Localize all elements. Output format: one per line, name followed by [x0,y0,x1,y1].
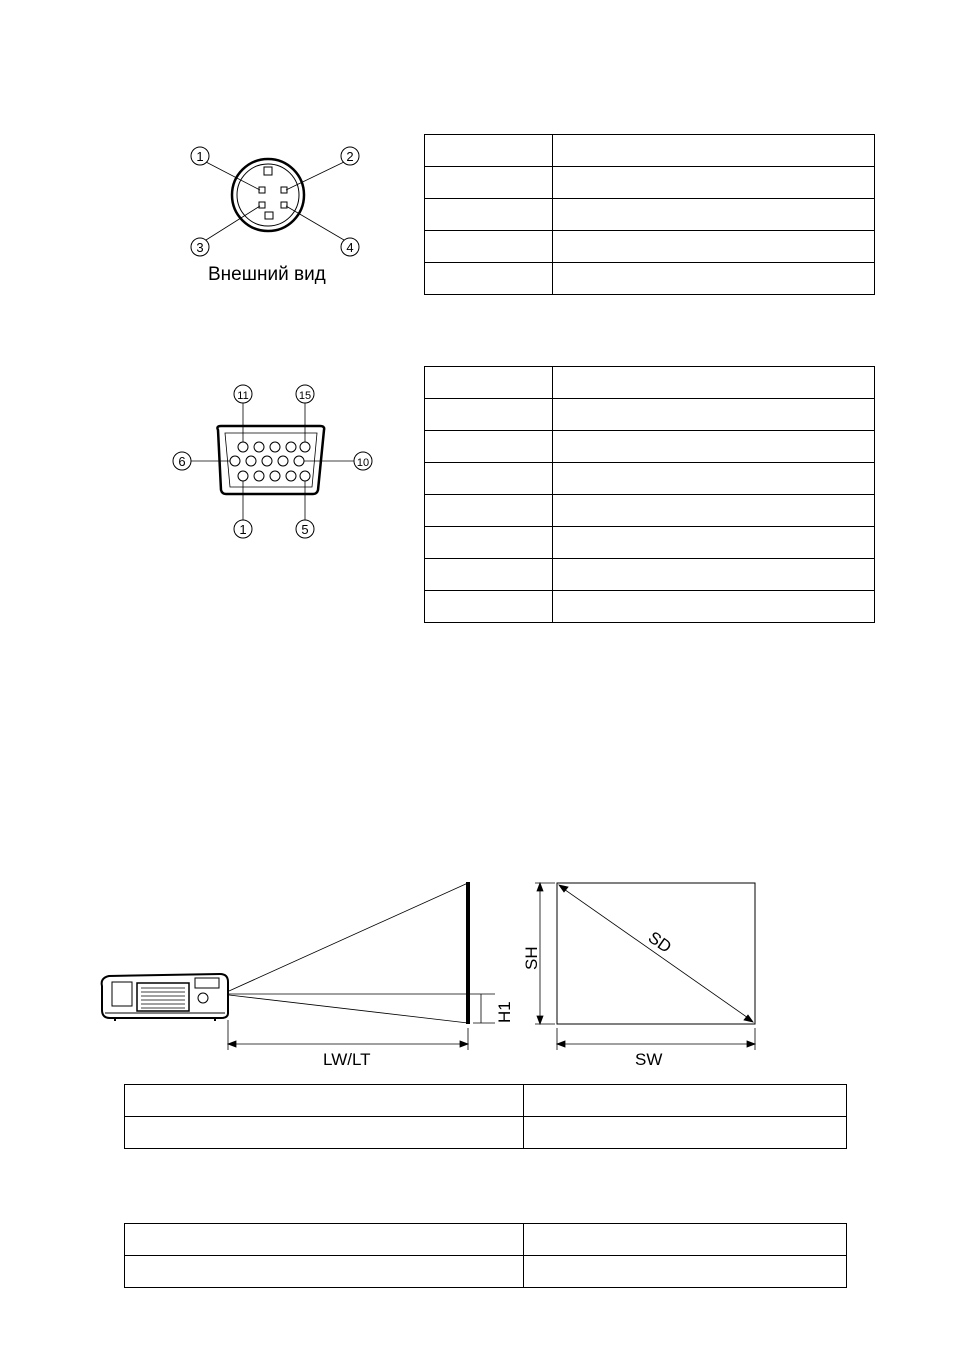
table-row [125,1256,847,1288]
table-row [125,1117,847,1149]
dsub-pin-label-11 [234,385,252,403]
projection-diagram [95,870,775,1075]
svg-text:2: 2 [346,149,354,164]
projection-table-1 [124,1084,847,1149]
table-row [425,263,875,295]
table-row [425,199,875,231]
svideo-outer-ring [232,159,304,231]
table-row [425,463,875,495]
svideo-caption: Внешний вид [208,264,326,285]
svg-text:5: 5 [301,522,309,537]
svideo-pin-label-2 [341,147,359,165]
projector-icon [102,974,228,1021]
table-row [425,135,875,167]
svg-text:4: 4 [346,240,354,255]
table-row [425,495,875,527]
svideo-pin-label-1 [191,147,209,165]
dsub-pin-label-6 [173,452,191,470]
svg-text:15: 15 [298,390,312,402]
svg-text:10: 10 [356,457,370,469]
table-row [125,1085,847,1117]
table-row [425,231,875,263]
projection-table-2 [124,1223,847,1288]
table-row [425,399,875,431]
dsub-pin-label-10 [354,452,372,470]
svg-text:11: 11 [237,390,249,402]
label-sd: SD [644,927,675,957]
svg-text:1: 1 [196,149,204,164]
label-h1: H1 [495,1001,514,1023]
dsub-pin-label-5 [296,520,314,538]
label-sw: SW [635,1050,663,1069]
dsub-pin-label-15 [296,385,314,403]
label-sh: SH [522,946,541,970]
svideo-pin-label-3 [191,238,209,256]
table-row [425,591,875,623]
table-row [425,527,875,559]
label-lw-lt: LW/LT [323,1050,371,1069]
dsub15-connector-diagram [168,380,378,545]
svg-text:1: 1 [239,522,247,537]
table-row [125,1224,847,1256]
svideo-pin-table [424,134,875,295]
svideo-pin-label-4 [341,238,359,256]
svg-text:6: 6 [178,454,186,469]
svg-text:3: 3 [196,240,204,255]
svideo-inner-ring [237,164,299,226]
dsub-pin-table [424,366,875,623]
table-row [425,431,875,463]
dsub-pin-label-1 [234,520,252,538]
table-row [425,167,875,199]
table-row [425,559,875,591]
table-row [425,367,875,399]
